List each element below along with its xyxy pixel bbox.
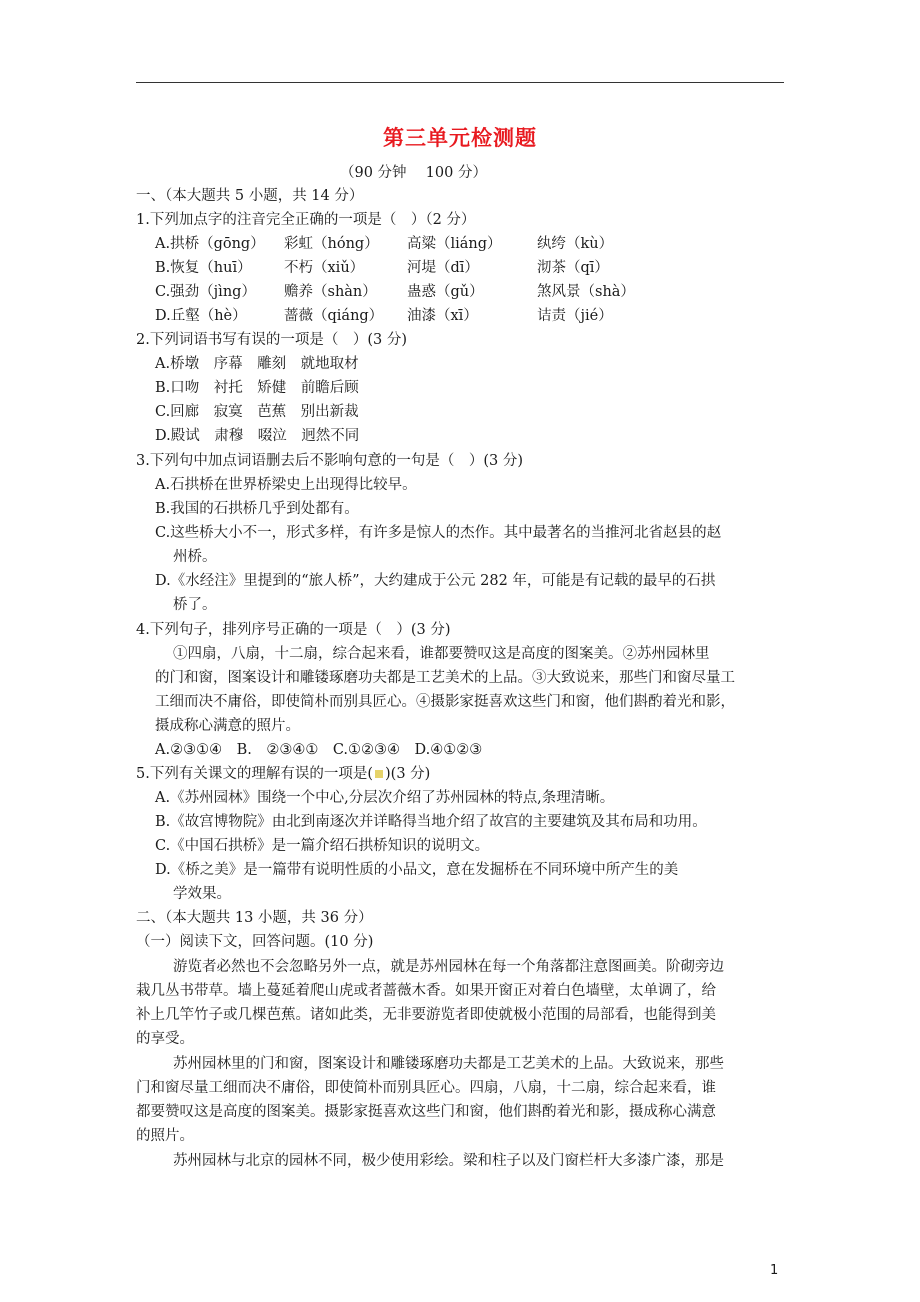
q4-choices: A.②③①④ B. ②③④① C.①②③④ D.④①②③ [155, 742, 483, 758]
header-rule [136, 82, 784, 83]
section2-heading: 二、（本大题共 13 小题，共 36 分） [136, 910, 373, 926]
q4-passage-line: 工细而决不庸俗，即使简朴而别具匠心。④摄影家挺喜欢这些门和窗，他们斟酌着光和影， [155, 694, 735, 710]
q3-option-d: D.《水经注》里提到的“旅人桥”，大约建成于公元 282 年，可能是有记载的最早的石拱 [155, 573, 716, 589]
q4-passage-line: 摄成称心满意的照片。 [155, 718, 300, 734]
q3-option-d-cont: 桥了。 [173, 597, 217, 613]
page-number: 1 [770, 1263, 779, 1278]
passage-line: 苏州园林里的门和窗，图案设计和雕镂琢磨功夫都是工艺美术的上品。大致说来，那些 [173, 1056, 724, 1072]
q5-option-d-cont: 学效果。 [173, 886, 231, 902]
q1-stem: 1.下列加点字的注音完全正确的一项是（ ）（2 分） [136, 212, 476, 228]
passage-line: 都要赞叹这是高度的图案美。摄影家挺喜欢这些门和窗，他们斟酌着光和影，摄成称心满意 [136, 1104, 716, 1120]
q1-c-3: 蛊惑（gǔ） [407, 284, 484, 300]
q5-stem-end: )(3 分) [385, 766, 431, 782]
q1-a-3: 高粱（liáng） [407, 236, 502, 252]
passage-line: 的照片。 [136, 1128, 194, 1144]
q1-row-b [0, 258, 920, 278]
q1-c-4: 煞风景（shà） [537, 284, 635, 300]
q1-a-1: A.拱桥（gōng） [155, 236, 265, 252]
q4-stem: 4.下列句子，排列序号正确的一项是（ ）(3 分) [136, 622, 451, 638]
passage-line: 游览者必然也不会忽略另外一点，就是苏州园林在每一个角落都注意图画美。阶砌旁边 [173, 959, 724, 975]
q1-a-2: 彩虹（hóng） [284, 236, 379, 252]
section1-heading: 一、（本大题共 5 小题，共 14 分） [136, 188, 364, 204]
q5-option-a: A.《苏州园林》围绕一个中心,分层次介绍了苏州园林的特点,条理清晰。 [155, 790, 615, 806]
q2-option-c: C.回廊 寂寞 芭蕉 别出新裁 [155, 404, 359, 420]
q4-passage-line: 的门和窗，图案设计和雕镂琢磨功夫都是工艺美术的上品。③大致说来，那些门和窗尽量工 [155, 670, 735, 686]
q5-option-b: B.《故宫博物院》由北到南逐次并详略得当地介绍了故宫的主要建筑及其布局和功用。 [155, 814, 707, 830]
q1-d-2: 蔷薇（qiáng） [284, 308, 384, 324]
passage-line: 补上几竿竹子或几棵芭蕉。诸如此类，无非要游览者即使就极小范围的局部看，也能得到美 [136, 1007, 716, 1023]
q1-c-2: 赡养（shàn） [284, 284, 377, 300]
passage-line: 栽几丛书带草。墙上蔓延着爬山虎或者蔷薇木香。如果开窗正对着白色墙壁，太单调了，给 [136, 983, 716, 999]
q5-stem-start: 5.下列有关课文的理解有误的一项是( [136, 766, 373, 782]
q5-option-c: C.《中国石拱桥》是一篇介绍石拱桥知识的说明文。 [155, 838, 490, 854]
q3-option-c-cont: 州桥。 [173, 549, 217, 565]
q1-b-1: B.恢复（huī） [155, 260, 252, 276]
passage-line: 苏州园林与北京的园林不同，极少使用彩绘。梁和柱子以及门窗栏杆大多漆广漆，那是 [173, 1153, 724, 1169]
q3-option-b: B.我国的石拱桥几乎到处都有。 [155, 501, 359, 517]
passage-line: 的享受。 [136, 1031, 194, 1047]
q4-passage-line: ①四扇，八扇，十二扇，综合起来看，谁都要赞叹这是高度的图案美。②苏州园林里 [173, 646, 710, 662]
q1-row-d [0, 306, 920, 326]
q1-b-2: 不朽（xiǔ） [284, 260, 365, 276]
q1-d-4: 诘责（jié） [537, 308, 613, 324]
q1-b-3: 河堤（dī） [407, 260, 479, 276]
q2-option-b: B.口吻 衬托 矫健 前瞻后顾 [155, 380, 359, 396]
q2-option-a: A.桥墩 序幕 雕刻 就地取材 [155, 356, 359, 372]
q5-option-d: D.《桥之美》是一篇带有说明性质的小品文，意在发掘桥在不同环境中所产生的美 [155, 862, 679, 878]
q1-row-c [0, 282, 920, 302]
highlight-dot [375, 770, 383, 778]
q3-option-c: C.这些桥大小不一，形式多样，有许多是惊人的杰作。其中最著名的当推河北省赵县的赵 [155, 525, 722, 541]
passage-line: 门和窗尽量工细而决不庸俗，即使简朴而别具匠心。四扇，八扇，十二扇，综合起来看，谁 [136, 1080, 716, 1096]
q3-stem: 3.下列句中加点词语删去后不影响句意的一句是（ ）(3 分) [136, 453, 523, 469]
q1-a-4: 纨绔（kù） [537, 236, 614, 252]
q3-option-a: A.石拱桥在世界桥梁史上出现得比较早。 [155, 477, 417, 493]
q2-option-d: D.殿试 肃穆 啜泣 迥然不同 [155, 428, 360, 444]
q1-row-a [0, 234, 920, 254]
q1-c-1: C.强劲（jìng） [155, 284, 256, 300]
q2-stem: 2.下列词语书写有误的一项是（ ）(3 分) [136, 332, 407, 348]
section2-sub1: （一）阅读下文，回答问题。(10 分) [136, 934, 374, 950]
exam-subtitle: （90 分钟 100 分） [340, 165, 487, 181]
q1-d-1: D.丘壑（hè） [155, 308, 247, 324]
q1-d-3: 油漆（xī） [407, 308, 478, 324]
q5-stem [136, 764, 430, 784]
page-title: 第三单元检测题 [383, 126, 537, 150]
q1-b-4: 沏茶（qī） [537, 260, 609, 276]
